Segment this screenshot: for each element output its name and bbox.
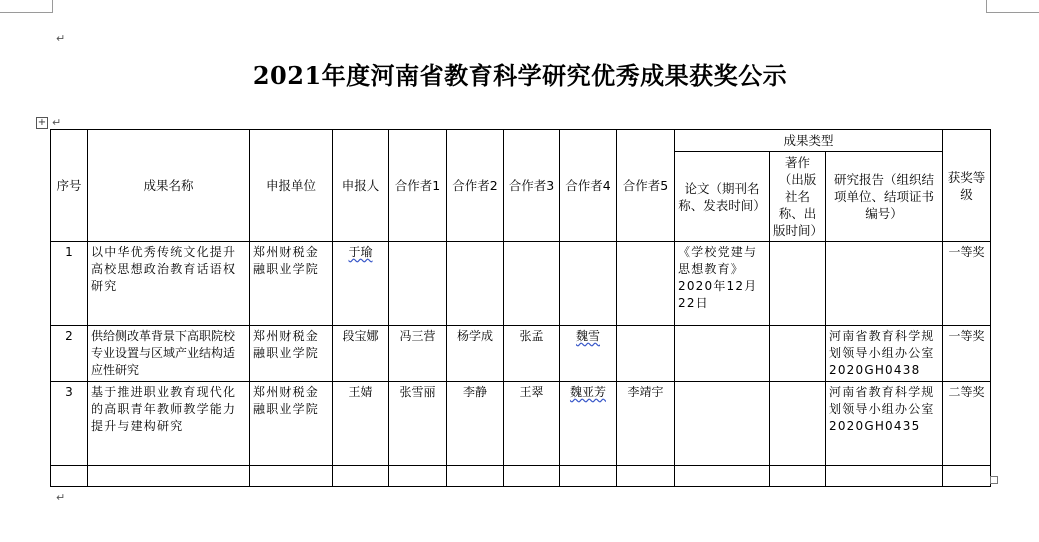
cell-paper <box>675 382 770 466</box>
cell-co3: 王翠 <box>504 382 560 466</box>
table-move-handle-icon[interactable]: + <box>37 117 47 128</box>
cell-award: 一等奖 <box>943 242 991 326</box>
cell-seq: 2 <box>51 326 88 382</box>
cell-report <box>826 242 943 326</box>
header-co3: 合作者3 <box>504 130 560 242</box>
header-co2: 合作者2 <box>447 130 504 242</box>
cell-co4: 魏亚芳 <box>560 382 617 466</box>
cell-co4 <box>560 242 617 326</box>
cell-co1: 张雪丽 <box>389 382 447 466</box>
cell-co3: 张孟 <box>504 326 560 382</box>
table-row <box>51 326 991 382</box>
cell-co5 <box>617 242 675 326</box>
cell-co3 <box>504 242 560 326</box>
header-row-1 <box>51 130 991 152</box>
header-name: 成果名称 <box>88 130 250 242</box>
crop-mark-top-left <box>0 0 53 13</box>
page-title: 2021年度河南省教育科学研究优秀成果获奖公示 <box>252 61 788 90</box>
cell-co2 <box>447 242 504 326</box>
cell-unit: 郑州财税金融职业学院 <box>250 242 333 326</box>
cell-name: 基于推进职业教育现代化的高职青年教师教学能力提升与建构研究 <box>88 382 250 466</box>
crop-mark-top-right <box>986 0 1039 13</box>
cell-co1 <box>389 242 447 326</box>
cell-applicant: 于瑜 <box>333 242 389 326</box>
header-co5: 合作者5 <box>617 130 675 242</box>
cell-paper: 《学校党建与思想教育》2020年12月22日 <box>675 242 770 326</box>
header-co4: 合作者4 <box>560 130 617 242</box>
cell-seq: 3 <box>51 382 88 466</box>
header-book: 著作（出版社名称、出版时间） <box>770 152 826 242</box>
header-seq: 序号 <box>51 130 88 242</box>
paragraph-mark-icon: ↵ <box>56 491 66 504</box>
header-co1: 合作者1 <box>389 130 447 242</box>
empty-row <box>51 466 991 487</box>
cell-co4: 魏雪 <box>560 326 617 382</box>
cell-book <box>770 242 826 326</box>
header-unit: 申报单位 <box>250 130 333 242</box>
cell-co5: 李靖宇 <box>617 382 675 466</box>
header-award: 获奖等级 <box>943 130 991 242</box>
cell-book <box>770 326 826 382</box>
cell-applicant: 王婧 <box>333 382 389 466</box>
paragraph-mark-icon: ↵ <box>52 116 62 129</box>
paragraph-mark-icon: ↵ <box>56 32 66 45</box>
cell-report: 河南省教育科学规划领导小组办公室2020GH0435 <box>826 382 943 466</box>
cell-co1: 冯三营 <box>389 326 447 382</box>
header-report: 研究报告（组织结项单位、结项证书编号） <box>826 152 943 242</box>
header-applicant: 申报人 <box>333 130 389 242</box>
header-paper: 论文（期刊名称、发表时间） <box>675 152 770 242</box>
table-resize-handle-icon[interactable] <box>990 476 998 484</box>
cell-name: 供给侧改革背景下高职院校专业设置与区域产业结构适应性研究 <box>88 326 250 382</box>
cell-award: 二等奖 <box>943 382 991 466</box>
cell-co2: 李静 <box>447 382 504 466</box>
header-type-group: 成果类型 <box>675 130 943 152</box>
table-row <box>51 242 991 326</box>
cell-co5 <box>617 326 675 382</box>
cell-co2: 杨学成 <box>447 326 504 382</box>
cell-paper <box>675 326 770 382</box>
cell-unit: 郑州财税金融职业学院 <box>250 326 333 382</box>
cell-book <box>770 382 826 466</box>
cell-report: 河南省教育科学规划领导小组办公室2020GH0438 <box>826 326 943 382</box>
table-row <box>51 382 991 466</box>
awards-table <box>50 129 991 487</box>
cell-unit: 郑州财税金融职业学院 <box>250 382 333 466</box>
cell-applicant: 段宝娜 <box>333 326 389 382</box>
cell-seq: 1 <box>51 242 88 326</box>
cell-award: 一等奖 <box>943 326 991 382</box>
cell-name: 以中华优秀传统文化提升高校思想政治教育话语权研究 <box>88 242 250 326</box>
